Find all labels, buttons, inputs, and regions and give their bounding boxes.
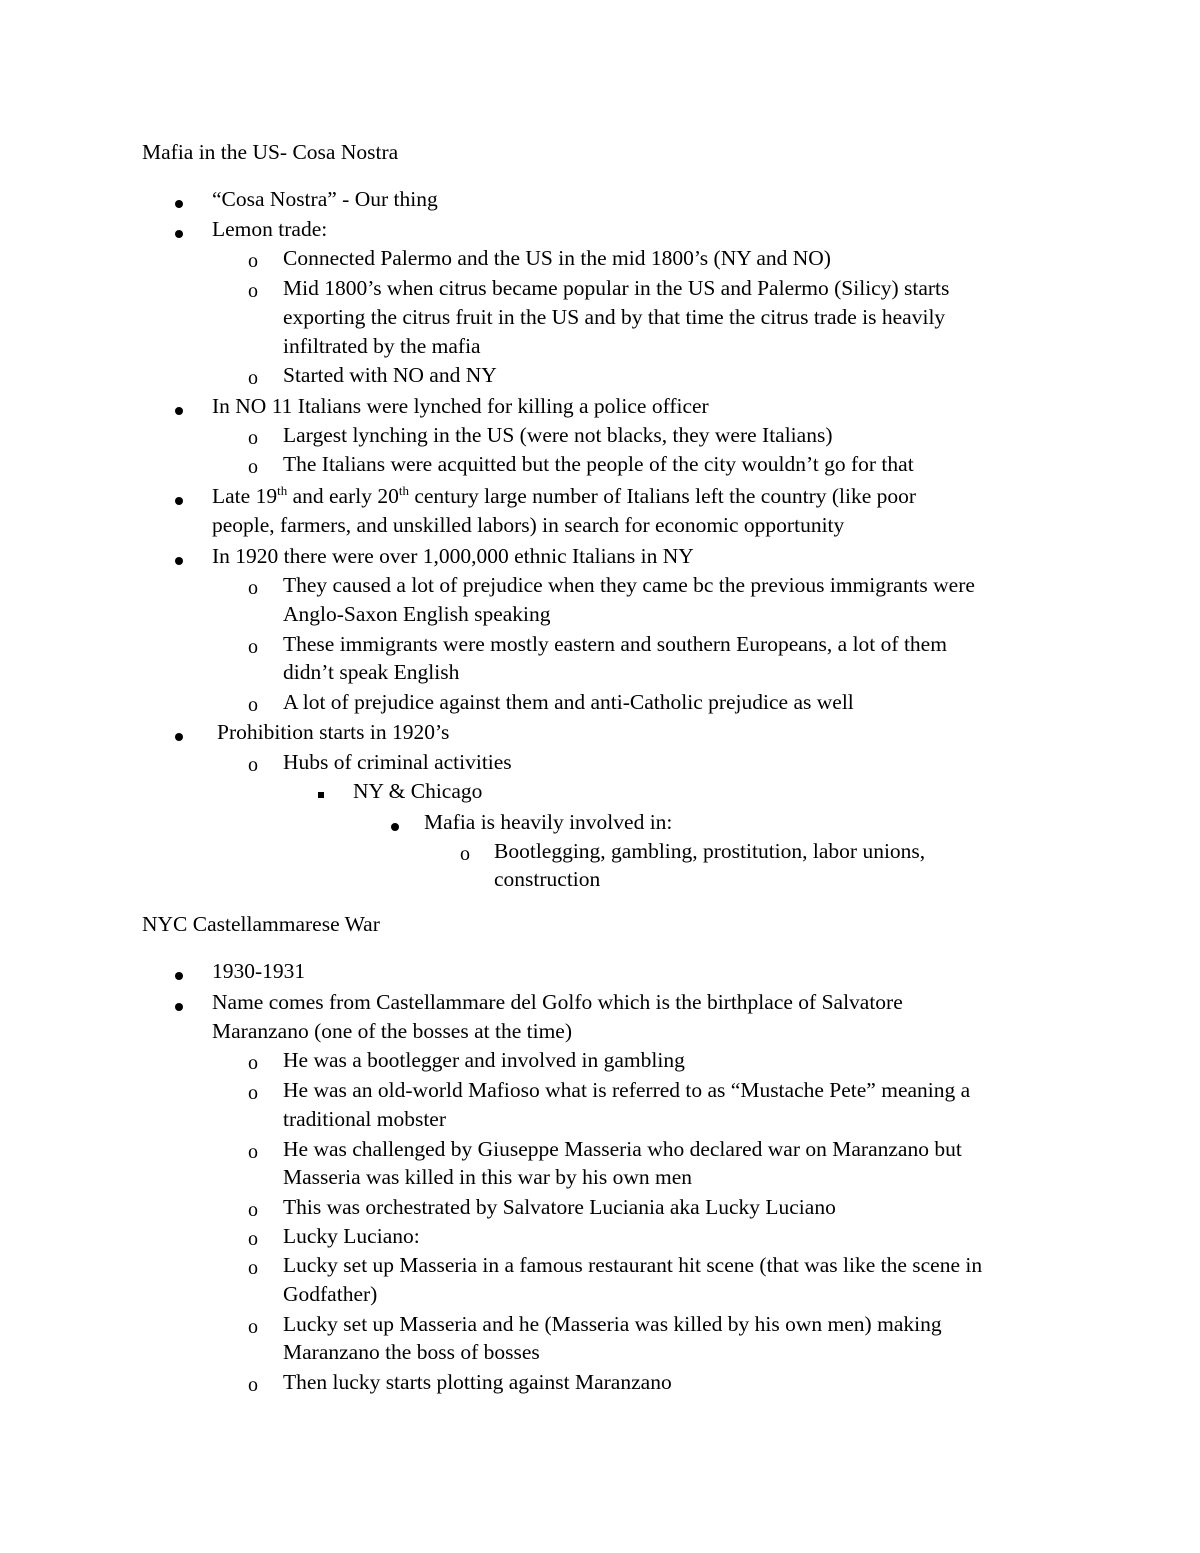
bullet-circle-icon: o [248,250,258,272]
bullet-circle-icon: o [248,1082,258,1104]
bullet-circle-icon: o [248,577,258,599]
bullet-circle-icon: o [248,367,258,389]
bullet-circle-icon: o [248,1141,258,1163]
bullet-circle-icon: o [248,280,258,302]
bullet-circle-icon: o [248,1257,258,1279]
bullet-circle-icon: o [248,636,258,658]
document-page: Mafia in the US- Cosa Nostra “Cosa Nostra” - Our thing Lemon trade: o Connected Palermo and the US in the mid 1800’s (NY and NO) o Mid 1800’s when citrus became popular in the US and Palermo (Silicy) starts exporting the citrus fruit in the US and by that time the citrus trade is heavily infiltrated by the mafia o Started with NO and NY In NO 11 Italians were lynched for killing a police officer o Largest lynching in the US (were not blacks, they were Italians) o The Italians were acquitted but the people of the city wouldn’t go for that Late 19th and early 20th century large number of Italians left the country (like poor people, farmers, and unskilled labors) in search for economic opportunity In 1920 there were over 1,000,000 ethnic Italians in NY o They caused a lot of prejudice when they came bc the previous immigrants were Anglo-Saxon English speaking o These immigrants were mostly eastern and southern Europeans, a lot of them didn’t speak English o A lot of prejudice against them and anti-Catholic prejudice as well Prohibition starts in 1920’s o Hubs of criminal activities NY & Chicago Mafia is heavily involved in: o Bootlegging, gambling, prostitution, labor unions, construction NYC Castellammarese War 1930-1931 Name comes from Castellammare del Golfo which is the birthplace of Salvatore Maranzano (one of the bosses at the time) o He was a bootlegger and involved in gambling o He was an old-world Mafioso what is referred to as “Mustache Pete” meaning a traditional mobster o He was challenged by Giuseppe Masseria who declared war on Maranzano but Masseria was killed in this war by his own men o This was orchestrated by Salvatore Luciania aka Lucky Luciano o Lucky Luciano: o Lucky set up Masseria in a famous restaurant hit scene (that was like the scene in Godfather) o Lucky set up Masseria and he (Masseria was killed by his own men) making Maranzano the boss of bosses o Then lucky starts plotting against Maranzano [142,140,983,1396]
bullet-circle-icon: o [248,427,258,449]
bullet-circle-icon: o [248,456,258,478]
bullet-circle-icon: o [248,1228,258,1250]
bullet-circle-icon: o [248,694,258,716]
bullet-circle-icon: o [460,843,470,865]
bullet-circle-icon: o [248,1316,258,1338]
bullet-circle-icon: o [248,754,258,776]
bullet-circle-icon: o [248,1199,258,1221]
bullet-circle-icon: o [248,1052,258,1074]
bullet-circle-icon: o [248,1374,258,1396]
